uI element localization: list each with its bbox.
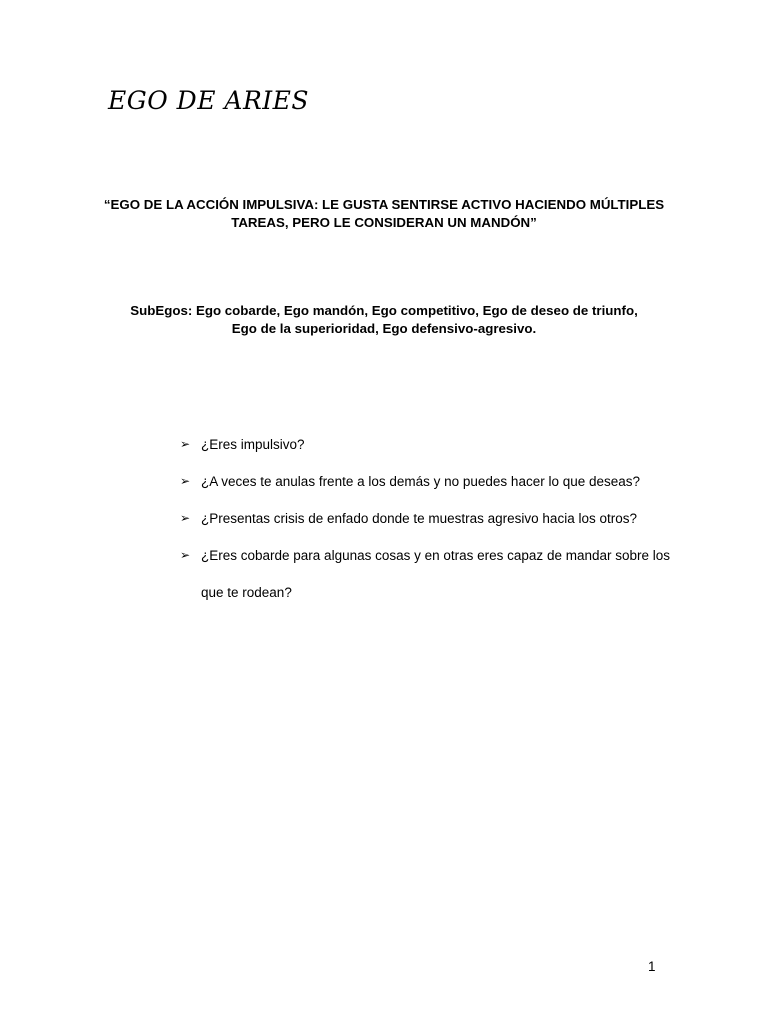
arrowhead-bullet-icon: ➢ [180,548,191,562]
quote-line-2: TAREAS, PERO LE CONSIDERAN UN MANDÓN” [231,215,537,230]
list-item [180,537,680,611]
arrowhead-bullet-icon: ➢ [180,437,191,451]
page-number: 1 [648,959,656,974]
list-item [180,463,680,500]
arrowhead-bullet-icon: ➢ [180,511,191,525]
quote-line-1: “EGO DE LA ACCIÓN IMPULSIVA: LE GUSTA SENTIRSE ACTIVO HACIENDO MÚLTIPLES [103,197,665,212]
question-list [180,426,680,611]
question-text: ¿Eres cobarde para algunas cosas y en otras eres capaz de mandar sobre los que te rodean? [201,548,671,600]
list-item [180,426,680,463]
page-title: EGO DE ARIES [108,86,310,115]
question-text: ¿A veces te anulas frente a los demás y no puedes hacer lo que deseas? [201,474,641,489]
quote-heading [100,196,668,232]
question-text: ¿Eres impulsivo? [201,437,305,452]
subegos-paragraph [100,302,668,338]
arrowhead-bullet-icon: ➢ [180,474,191,488]
subegos-line-1: SubEgos: Ego cobarde, Ego mandón, Ego competitivo, Ego de deseo de triunfo, [130,303,638,318]
subegos-line-2: Ego de la superioridad, Ego defensivo-agresivo. [231,321,537,336]
question-text: ¿Presentas crisis de enfado donde te muestras agresivo hacia los otros? [201,511,637,526]
list-item [180,500,680,537]
